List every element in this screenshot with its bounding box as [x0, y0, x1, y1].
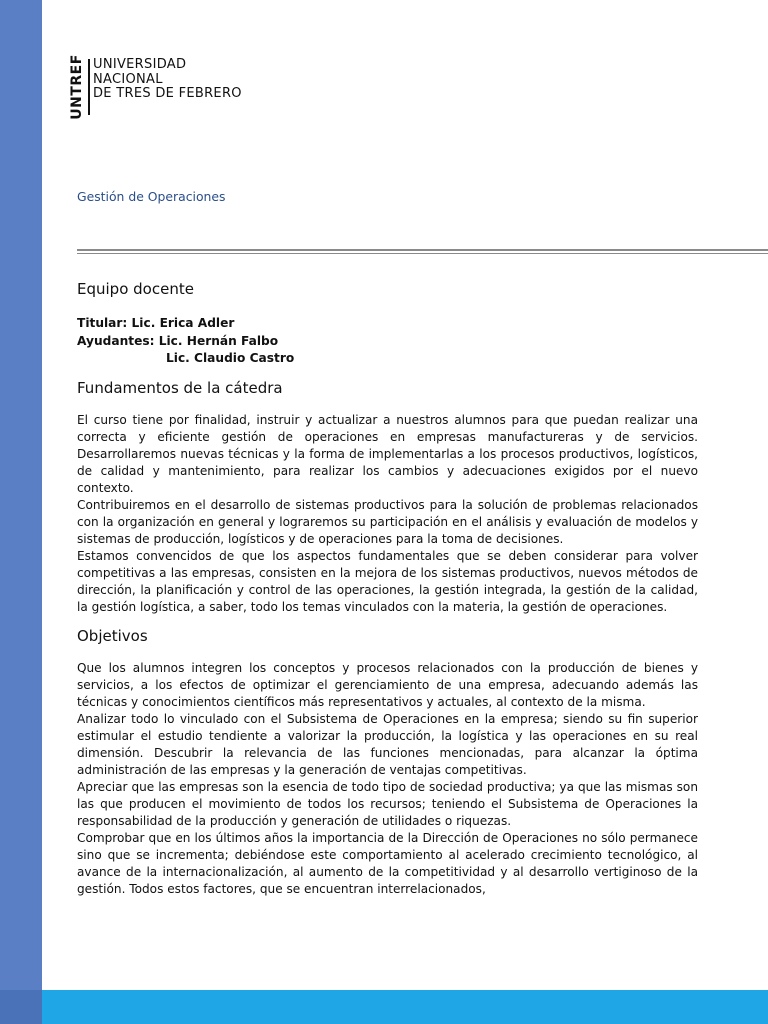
staff-titular: Titular: Lic. Erica Adler — [77, 316, 235, 330]
bottom-accent-corner — [0, 990, 42, 1024]
staff-list — [77, 315, 698, 368]
header-divider — [77, 249, 768, 251]
fundamentos-text — [77, 412, 698, 616]
paragraph: Que los alumnos integren los conceptos y procesos relacionados con la producción de bienes y servicios, a los efectos de optimizar el gerenciamiento de una empresa, adecuando además las técnicas y conocimientos científicos más representativos y actuales, al contexto de la misma. — [77, 660, 698, 709]
staff-ayudantes: Ayudantes: Lic. Hernán Falbo — [77, 333, 279, 348]
section-heading-fundamentos: Fundamentos de la cátedra — [77, 378, 283, 397]
logo-mark-text: UNTREF — [69, 54, 85, 120]
paragraph: Contribuiremos en el desarrollo de sistemas productivos para la solución de problemas relacionados con la organización en general y lograremos su participación en el análisis y evaluación de modelos y sistemas de producción, logísticos y de operaciones para la toma de decisiones. — [77, 497, 698, 546]
header-divider-thin — [77, 253, 768, 254]
side-accent-bar — [0, 0, 42, 1024]
paragraph: Comprobar que en los últimos años la importancia de la Dirección de Operaciones no sólo permanece sino que se incrementa; debiéndose este comportamiento al acelerado crecimiento tecnológico, al avance de la internacionalización, al aumento de la competitividad y al desarrollo vertiginoso de la gestión. Todos estos factores, que se encuentran interrelacionados, — [77, 830, 698, 896]
paragraph: Estamos convencidos de que los aspectos fundamentales que se deben considerar para volver competitivas a las empresas, consisten en la mejora de los sistemas productivos, nuevos métodos de dirección, la planificación y control de las operaciones, la gestión integrada, la gestión de la calidad, la gestión logística, a saber, todo los temas vinculados con la materia, la gestión de operaciones. — [77, 548, 698, 614]
paragraph: El curso tiene por finalidad, instruir y actualizar a nuestros alumnos para que puedan realizar una correcta y eficiente gestión de operaciones en empresas manufactureras y de servicios. Desarrollaremos nuevas técnicas y la forma de implementarlas a los procesos productivos, logísticos, de calidad y mantenimiento, para realizar los cambios y adecuaciones exigidos por el nuevo contexto. — [77, 412, 698, 495]
logo-text — [93, 58, 242, 102]
logo-line: UNIVERSIDAD — [93, 57, 187, 72]
section-heading-equipo: Equipo docente — [77, 280, 194, 298]
objetivos-text — [77, 660, 698, 898]
logo-divider — [88, 59, 90, 115]
section-heading-objetivos: Objetivos — [77, 626, 148, 645]
course-title: Gestión de Operaciones — [77, 189, 226, 204]
logo-line: NACIONAL — [93, 71, 163, 87]
paragraph: Apreciar que las empresas son la esencia de todo tipo de sociedad productiva; ya que las mismas son las que producen el movimiento de todos los recursos; teniendo el Subsistema de Operaciones la responsabilidad de la producción y generación de utilidades o riquezas. — [77, 779, 698, 828]
logo-mark — [68, 54, 86, 120]
bottom-accent-bar — [0, 990, 768, 1024]
document-body — [77, 278, 698, 898]
logo-line: DE TRES DE FEBRERO — [93, 86, 242, 101]
staff-ayudante-2: Lic. Claudio Castro — [166, 351, 295, 365]
paragraph: Analizar todo lo vinculado con el Subsistema de Operaciones en la empresa; siendo su fin superior estimular el estudio tendiente a valorizar la producción, la logística y las operaciones en su real dimensión. Descubrir la relevancia de las funciones mencionadas, para alcanzar la óptima administración de las empresas y la generación de ventajas competitivas. — [77, 711, 698, 777]
